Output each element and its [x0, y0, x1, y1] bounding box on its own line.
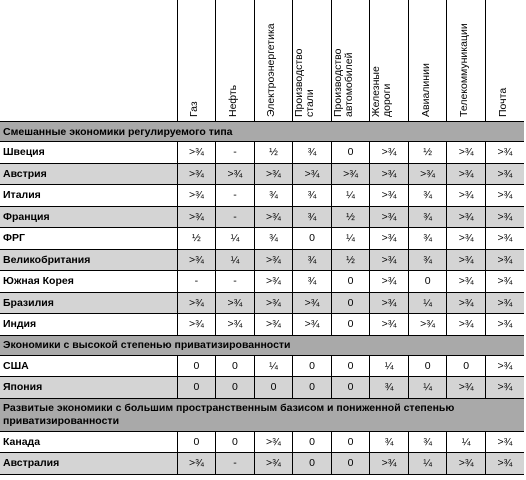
table-cell: ¼: [331, 185, 370, 207]
country-name: Италия: [0, 185, 177, 207]
table-cell: 0: [177, 431, 216, 453]
table-cell: ½: [254, 142, 293, 164]
table-cell: ¾: [408, 185, 447, 207]
header-row: [0, 0, 524, 122]
table-cell: >¾: [370, 228, 409, 250]
table-cell: >¾: [447, 453, 486, 475]
table-cell: 0: [331, 431, 370, 453]
table-cell: >¾: [293, 314, 332, 336]
country-name: США: [0, 355, 177, 377]
table-cell: >¾: [177, 453, 216, 475]
table-cell: ¾: [408, 228, 447, 250]
table-cell: >¾: [485, 163, 524, 185]
group-title: Развитые экономики с большим пространственным базисом и пониженной степенью приватизированности: [0, 398, 524, 431]
table-cell: >¾: [485, 292, 524, 314]
table-cell: >¾: [370, 271, 409, 293]
table-cell: ¾: [293, 142, 332, 164]
table-cell: 0: [447, 355, 486, 377]
table-cell: ¾: [293, 249, 332, 271]
table-cell: 0: [254, 377, 293, 399]
table-cell: ¼: [408, 453, 447, 475]
column-header: [447, 0, 486, 122]
country-name: Австралия: [0, 453, 177, 475]
country-name: Индия: [0, 314, 177, 336]
table-cell: 0: [293, 431, 332, 453]
table-cell: ¼: [216, 249, 255, 271]
column-header-label: Производство стали: [293, 48, 317, 117]
column-header: [293, 0, 332, 122]
column-header-label: Телекоммуникации: [458, 23, 471, 117]
table-cell: 0: [408, 271, 447, 293]
table-cell: >¾: [370, 206, 409, 228]
table-cell: ¼: [331, 228, 370, 250]
header-blank-cell: [0, 0, 177, 122]
table-row: [0, 228, 524, 250]
column-header-label: Электроэнергетика: [265, 23, 278, 117]
table-row: [0, 453, 524, 475]
table-cell: ¼: [447, 431, 486, 453]
table-cell: >¾: [254, 163, 293, 185]
table-cell: >¾: [447, 142, 486, 164]
group-row: [0, 398, 524, 431]
table-row: [0, 355, 524, 377]
table-cell: 0: [408, 355, 447, 377]
table-cell: 0: [331, 292, 370, 314]
table-row: [0, 185, 524, 207]
column-header-label: Нефть: [226, 84, 239, 117]
table-cell: >¾: [447, 292, 486, 314]
table-row: [0, 206, 524, 228]
table-cell: >¾: [485, 249, 524, 271]
table-cell: >¾: [177, 314, 216, 336]
column-header-label: Производство автомобилей: [331, 48, 355, 117]
table-cell: >¾: [447, 377, 486, 399]
table-cell: >¾: [177, 249, 216, 271]
table-cell: >¾: [177, 206, 216, 228]
table-cell: 0: [293, 377, 332, 399]
country-name: Южная Корея: [0, 271, 177, 293]
table-cell: ½: [408, 142, 447, 164]
table-cell: >¾: [447, 206, 486, 228]
column-header: [177, 0, 216, 122]
table-row: [0, 431, 524, 453]
table-cell: >¾: [408, 163, 447, 185]
table-cell: 0: [216, 431, 255, 453]
table-cell: >¾: [293, 292, 332, 314]
country-name: Великобритания: [0, 249, 177, 271]
table-cell: >¾: [485, 271, 524, 293]
table-cell: >¾: [293, 163, 332, 185]
table-cell: >¾: [485, 206, 524, 228]
table-cell: 0: [293, 228, 332, 250]
table-cell: ¾: [370, 377, 409, 399]
table-cell: 0: [293, 453, 332, 475]
table-cell: ¼: [370, 355, 409, 377]
table-row: [0, 292, 524, 314]
table-cell: >¾: [447, 271, 486, 293]
column-header: [331, 0, 370, 122]
table-cell: 0: [216, 377, 255, 399]
table-cell: >¾: [254, 314, 293, 336]
table-cell: ½: [331, 206, 370, 228]
country-name: Канада: [0, 431, 177, 453]
table-row: [0, 163, 524, 185]
table-cell: >¾: [254, 271, 293, 293]
table-cell: >¾: [485, 314, 524, 336]
country-name: Франция: [0, 206, 177, 228]
column-header-label: Железные дороги: [370, 66, 394, 117]
table-cell: >¾: [485, 228, 524, 250]
table-row: [0, 377, 524, 399]
column-header-label: Газ: [188, 101, 201, 117]
table-cell: >¾: [485, 453, 524, 475]
table-cell: >¾: [485, 377, 524, 399]
table-cell: >¾: [254, 431, 293, 453]
group-title: Экономики с высокой степенью приватизированности: [0, 335, 524, 355]
table-cell: ½: [177, 228, 216, 250]
table-cell: >¾: [370, 292, 409, 314]
table-cell: -: [216, 206, 255, 228]
table-cell: ¼: [254, 355, 293, 377]
table-row: [0, 314, 524, 336]
country-name: Япония: [0, 377, 177, 399]
table-cell: >¾: [254, 249, 293, 271]
country-name: Швеция: [0, 142, 177, 164]
table-cell: 0: [177, 377, 216, 399]
table-cell: >¾: [370, 163, 409, 185]
table-cell: >¾: [485, 431, 524, 453]
table-cell: >¾: [485, 355, 524, 377]
table-cell: >¾: [485, 185, 524, 207]
country-name: Бразилия: [0, 292, 177, 314]
table-cell: ¼: [216, 228, 255, 250]
table-cell: 0: [216, 355, 255, 377]
column-header: [485, 0, 524, 122]
table-cell: >¾: [254, 206, 293, 228]
table-cell: >¾: [370, 185, 409, 207]
table-cell: ¼: [408, 377, 447, 399]
column-header: [370, 0, 409, 122]
country-name: Австрия: [0, 163, 177, 185]
table-cell: >¾: [370, 142, 409, 164]
table-row: [0, 249, 524, 271]
table-cell: >¾: [177, 185, 216, 207]
table-cell: >¾: [370, 453, 409, 475]
table-cell: ¾: [408, 206, 447, 228]
table-cell: >¾: [254, 292, 293, 314]
table-cell: >¾: [370, 249, 409, 271]
table-cell: >¾: [447, 185, 486, 207]
table-cell: ¾: [254, 185, 293, 207]
country-name: ФРГ: [0, 228, 177, 250]
table-cell: ¾: [293, 206, 332, 228]
table-cell: >¾: [216, 163, 255, 185]
table-cell: >¾: [485, 142, 524, 164]
table-cell: ¾: [408, 431, 447, 453]
table-cell: 0: [331, 142, 370, 164]
table-cell: >¾: [254, 453, 293, 475]
table-cell: 0: [331, 271, 370, 293]
table-cell: ¼: [408, 292, 447, 314]
table-cell: >¾: [370, 314, 409, 336]
table-cell: >¾: [447, 228, 486, 250]
table-cell: >¾: [177, 142, 216, 164]
table-cell: -: [177, 271, 216, 293]
table-row: [0, 142, 524, 164]
table-cell: -: [216, 453, 255, 475]
table-cell: ¾: [254, 228, 293, 250]
table-cell: ¾: [408, 249, 447, 271]
table-cell: -: [216, 271, 255, 293]
group-row: [0, 335, 524, 355]
table-cell: 0: [331, 314, 370, 336]
table-cell: >¾: [177, 163, 216, 185]
table-cell: >¾: [177, 292, 216, 314]
table-cell: >¾: [216, 314, 255, 336]
column-header: [216, 0, 255, 122]
table-cell: ½: [331, 249, 370, 271]
column-header: [408, 0, 447, 122]
table-cell: >¾: [447, 163, 486, 185]
table-cell: ¾: [293, 185, 332, 207]
group-title: Смешанные экономики регулируемого типа: [0, 122, 524, 142]
column-header-label: Авиалинии: [419, 63, 432, 117]
table-row: [0, 271, 524, 293]
table-cell: 0: [177, 355, 216, 377]
table-cell: >¾: [408, 314, 447, 336]
table-cell: 0: [331, 377, 370, 399]
table-cell: 0: [331, 355, 370, 377]
table-cell: >¾: [331, 163, 370, 185]
column-header-label: Почта: [496, 87, 509, 117]
table-cell: >¾: [216, 292, 255, 314]
table-cell: >¾: [447, 249, 486, 271]
table-cell: -: [216, 142, 255, 164]
table-cell: -: [216, 185, 255, 207]
table-cell: ¾: [370, 431, 409, 453]
table-cell: ¾: [293, 271, 332, 293]
group-row: [0, 122, 524, 142]
table-cell: 0: [293, 355, 332, 377]
column-header: [254, 0, 293, 122]
table-cell: >¾: [447, 314, 486, 336]
table-cell: 0: [331, 453, 370, 475]
